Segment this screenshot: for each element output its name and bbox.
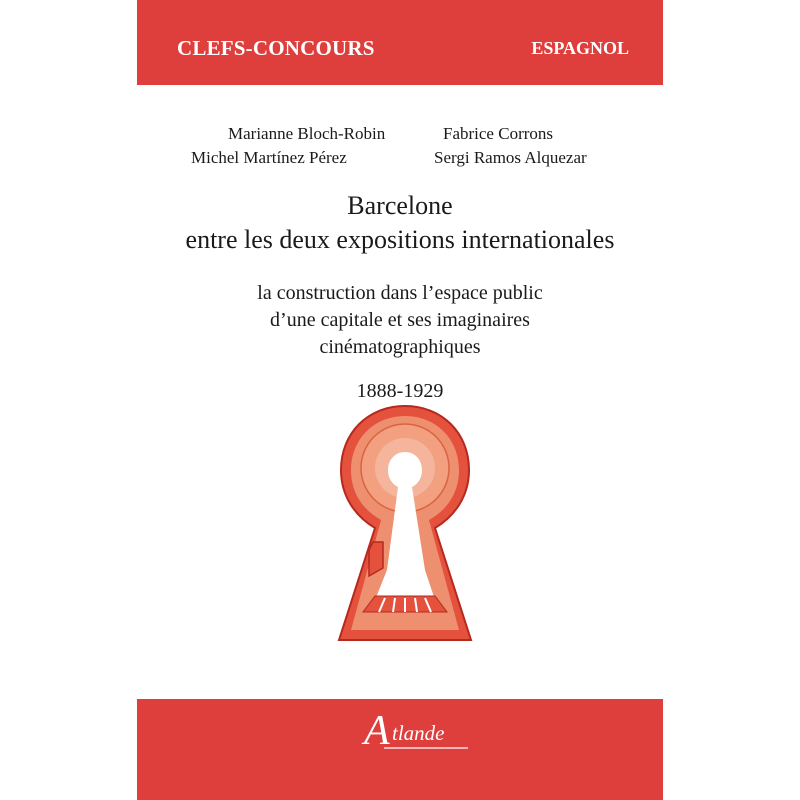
subtitle-line-3: cinématographiques bbox=[319, 336, 481, 358]
subtitle-line-1: la construction dans l’espace public bbox=[257, 282, 543, 304]
author-2: Fabrice Corrons bbox=[443, 124, 554, 143]
author-1: Marianne Bloch-Robin bbox=[228, 124, 386, 143]
book-cover bbox=[137, 0, 663, 800]
logo-rest: tlande bbox=[392, 721, 445, 745]
author-4: Sergi Ramos Alquezar bbox=[434, 148, 587, 167]
subtitle-line-2: d’une capitale et ses imaginaires bbox=[270, 309, 530, 331]
author-3: Michel Martínez Pérez bbox=[191, 148, 347, 167]
years: 1888-1929 bbox=[356, 380, 444, 402]
logo-letter: A bbox=[364, 708, 390, 754]
subject-label: ESPAGNOL bbox=[531, 38, 629, 58]
top-band bbox=[137, 0, 663, 85]
title-line-2: entre les deux expositions internationales bbox=[185, 225, 615, 254]
keyhole-illustration bbox=[335, 400, 475, 650]
title-line-1: Barcelone bbox=[347, 191, 453, 220]
series-label: CLEFS-CONCOURS bbox=[177, 36, 375, 60]
publisher-logo bbox=[358, 708, 478, 758]
